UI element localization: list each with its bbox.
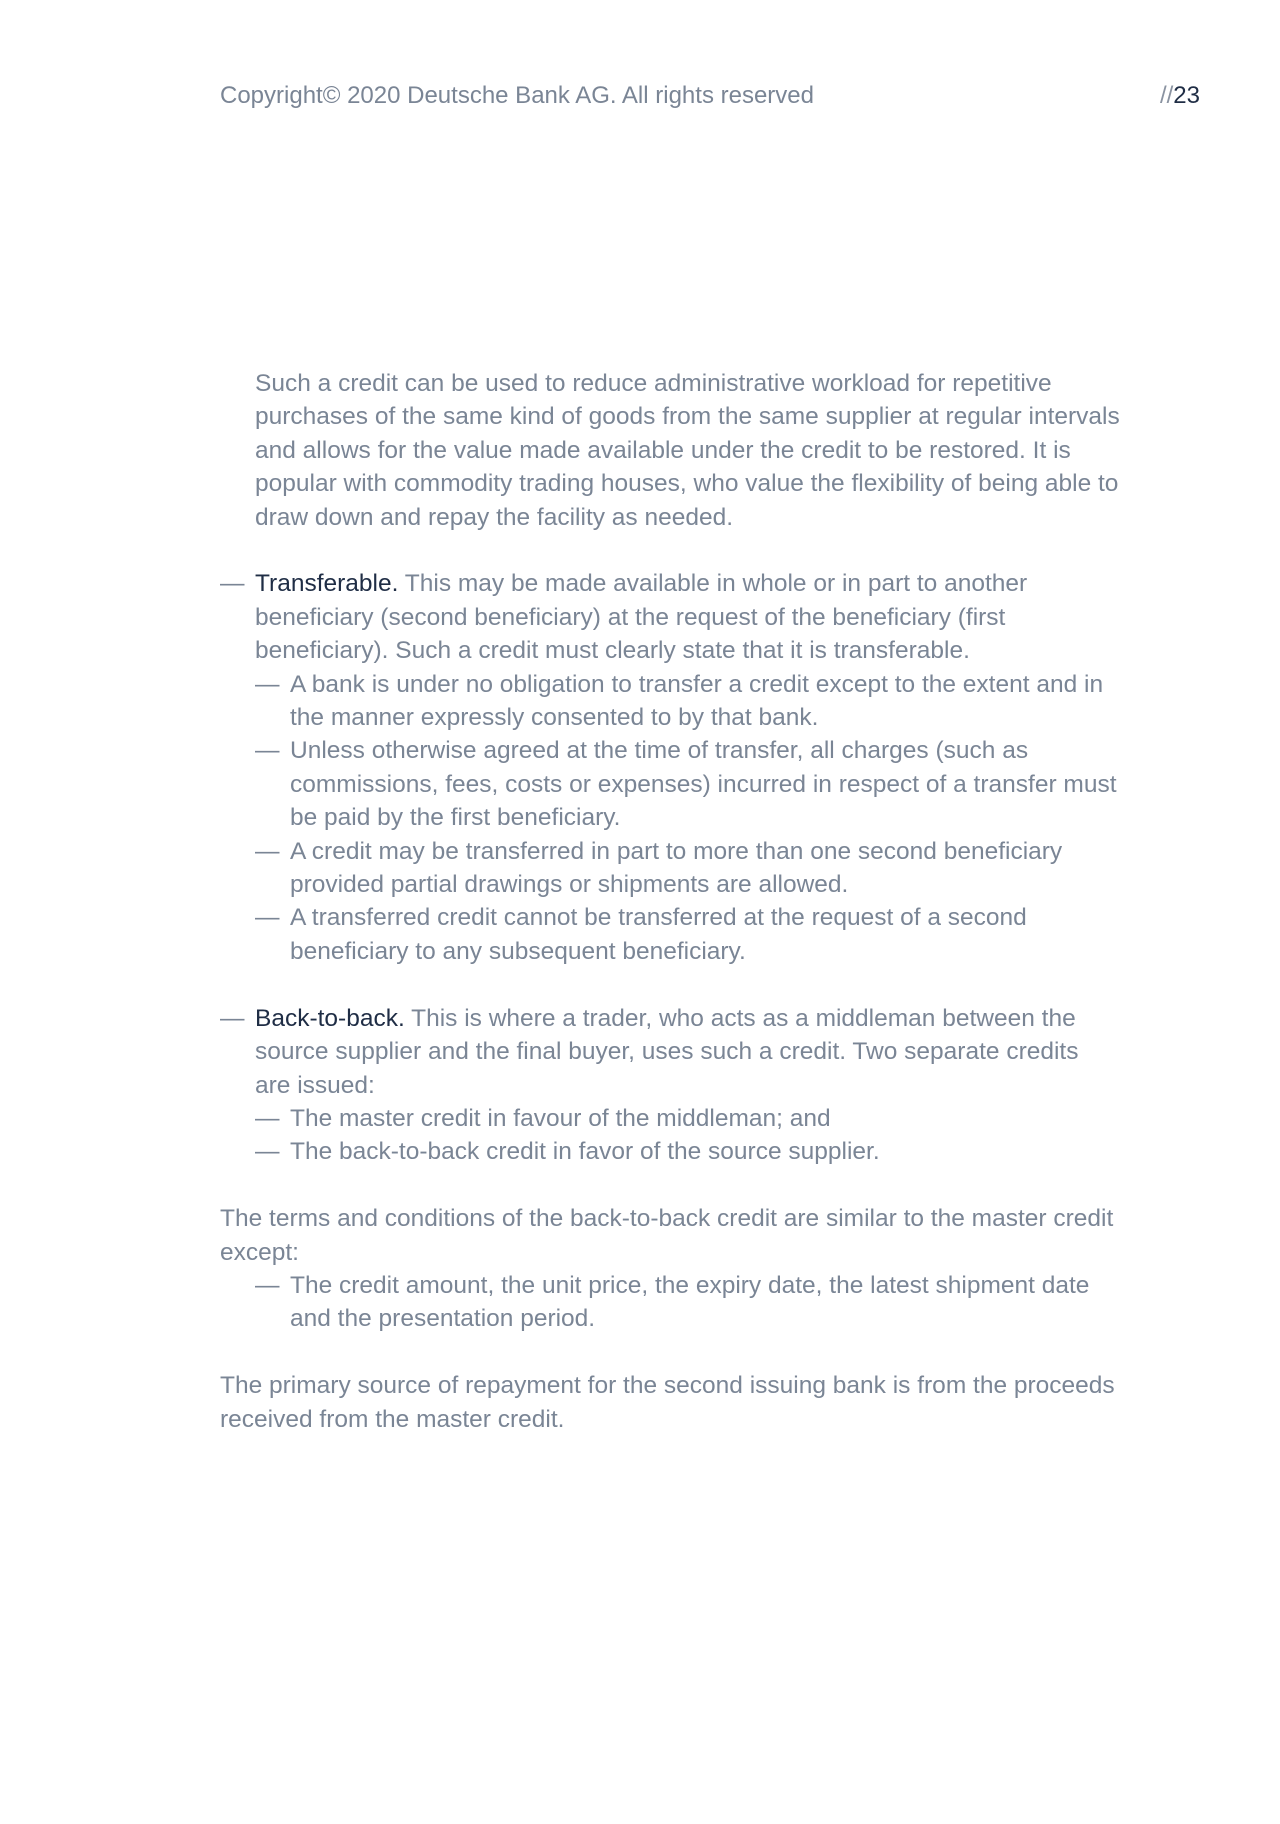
copyright-notice: Copyright© 2020 Deutsche Bank AG. All rights reserved (220, 82, 814, 109)
page-number-prefix: // (1159, 82, 1174, 109)
spacer (220, 968, 1120, 1001)
sub-list-item (220, 835, 1120, 902)
terms-paragraph: The terms and conditions of the back-to-back credit are similar to the master credit except: (220, 1205, 1114, 1266)
sub-list-item (220, 901, 1120, 968)
repayment-paragraph: The primary source of repayment for the second issuing bank is from the proceeds received from the master credit. (220, 1372, 1115, 1433)
dash-marker: — (255, 1104, 280, 1132)
dash-marker: — (255, 737, 280, 765)
dash-marker: — (255, 1271, 280, 1299)
dash-marker: — (255, 1138, 280, 1166)
sub-item-text: Unless otherwise agreed at the time of transfer, all charges (such as commissions, fees, costs or expenses) incurred in respect of a transfer must be paid by the first beneficiary. (290, 737, 1117, 832)
dash-marker: — (255, 904, 280, 932)
sub-item-text: The back-to-back credit in favor of the source supplier. (290, 1138, 880, 1166)
list-item-transferable (220, 567, 1120, 667)
page-number (1160, 78, 1200, 114)
sub-list-item (220, 1102, 1120, 1135)
transferable-description: This may be made available in whole or in part to another beneficiary (second beneficiary) at the request of the beneficiary (first beneficiary). Such a credit must clearly state that it is transferable. (255, 570, 1028, 665)
sub-item-text: A bank is under no obligation to transfer a credit except to the extent and in the manner expressly consented to by that bank. (290, 670, 1104, 732)
term-back-to-back: Back-to-back. (255, 1004, 405, 1032)
sub-list-item (220, 1269, 1120, 1336)
page-number-value: 23 (1173, 82, 1200, 109)
sub-list-item (220, 1135, 1120, 1168)
spacer (220, 1336, 1120, 1369)
spacer (220, 1169, 1120, 1202)
intro-paragraph: Such a credit can be used to reduce administrative workload for repetitive purchases of the same kind of goods from the same supplier at regular intervals and allows for the value made available under the credit to be restored. It is popular with commodity trading houses, who value the flexibility of being able to draw down and repay the facility as needed. (255, 370, 1120, 531)
dash-marker: — (220, 1004, 245, 1032)
sub-item-text: The master credit in favour of the middleman; and (290, 1104, 831, 1132)
sub-item-text: A credit may be transferred in part to more than one second beneficiary provided partial drawings or shipments are allowed. (290, 837, 1063, 899)
page-header (220, 78, 1200, 114)
list-item-back-to-back (220, 1002, 1120, 1102)
sub-item-text: A transferred credit cannot be transferred at the request of a second beneficiary to any subsequent beneficiary. (290, 904, 1027, 965)
dash-marker: — (255, 837, 280, 865)
dash-marker: — (220, 570, 245, 598)
page-body (220, 367, 1120, 1436)
sub-item-text: The credit amount, the unit price, the expiry date, the latest shipment date and the presentation period. (290, 1271, 1090, 1333)
back-to-back-description: This is where a trader, who acts as a middleman between the source supplier and the final buyer, uses such a credit. Two separate credits are issued: (255, 1004, 1079, 1099)
dash-marker: — (255, 670, 280, 698)
sub-list-item (220, 734, 1120, 834)
spacer (220, 534, 1120, 567)
sub-list-item (220, 668, 1120, 735)
term-transferable: Transferable. (255, 570, 399, 598)
